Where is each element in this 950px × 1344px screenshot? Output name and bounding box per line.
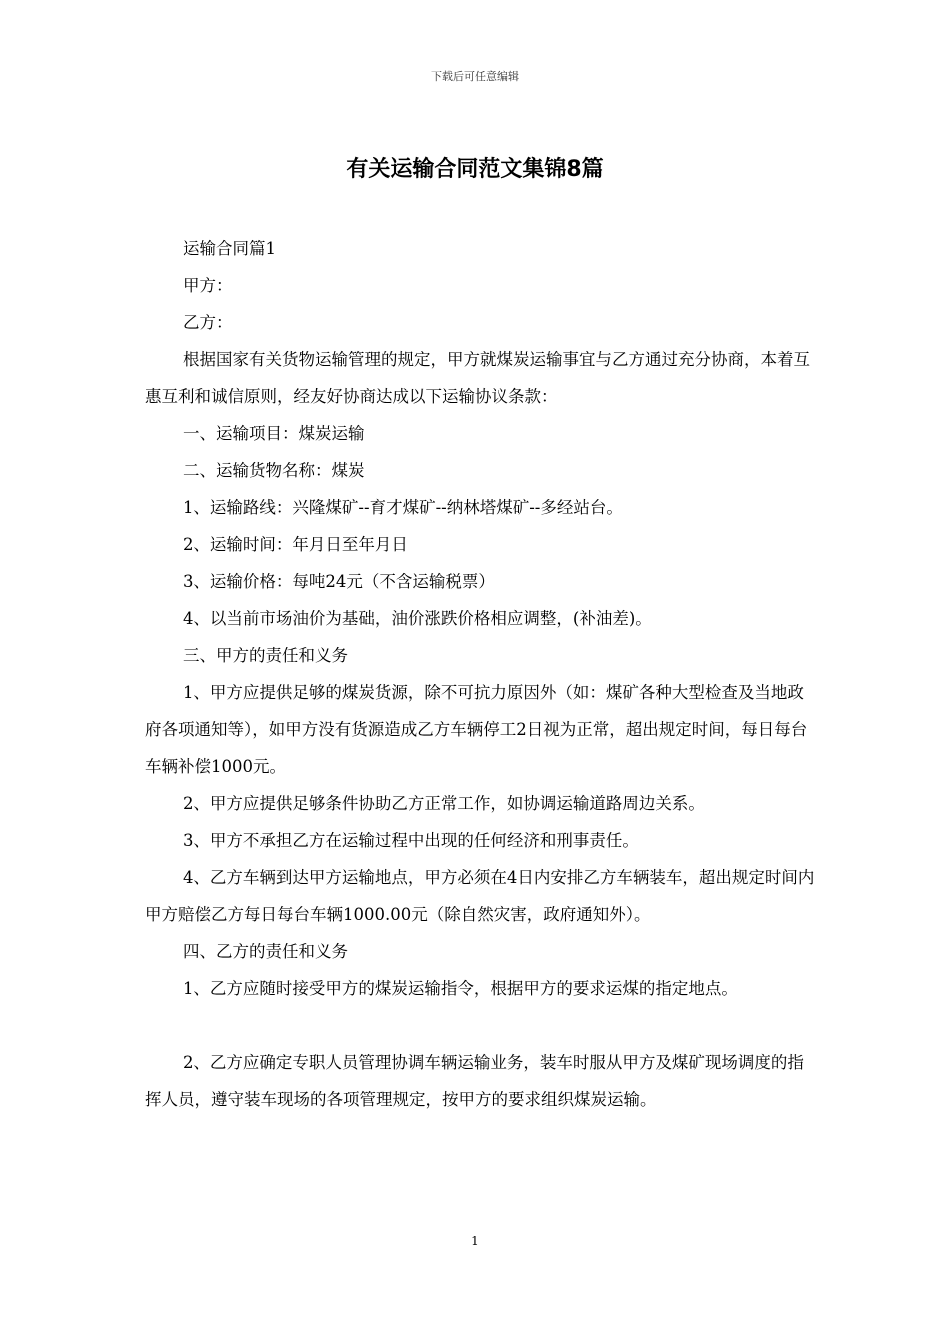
paragraph-party-b: 乙方： (182, 313, 233, 332)
paragraph-clause-1: 一、运输项目：煤炭运输 (182, 424, 365, 443)
paragraph-fuel-adjust: 4、以当前市场油价为基础，油价涨跌价格相应调整，(补油差)。 (182, 609, 652, 628)
paragraph-clause-4: 四、乙方的责任和义务 (182, 942, 348, 961)
paragraph-a-duty-1: 1、甲方应提供足够的煤炭货源，除不可抗力原因外（如：煤矿各种大型检查及当地政府各项通知等），如甲方没有货源造成乙方车辆停工2日视为正常，超出规定时间，每日每台车辆补偿1000元。 (145, 683, 808, 776)
paragraph-section-heading: 运输合同篇1 (182, 239, 276, 258)
header-note: 下载后可任意编辑 (431, 70, 519, 83)
document-body (145, 230, 817, 1118)
paragraph-party-a: 甲方： (182, 276, 233, 295)
paragraph-clause-3: 三、甲方的责任和义务 (182, 646, 348, 665)
paragraph-route: 1、运输路线：兴隆煤矿--育才煤矿--纳林塔煤矿--多经站台。 (182, 498, 623, 517)
paragraph-clause-2: 二、运输货物名称：煤炭 (182, 461, 365, 480)
paragraph-price: 3、运输价格：每吨24元（不含运输税票） (182, 572, 495, 591)
page-number: 1 (471, 1234, 479, 1248)
paragraph-time: 2、运输时间：年月日至年月日 (182, 535, 408, 554)
document-title: 有关运输合同范文集锦8篇 (346, 157, 604, 182)
paragraph-a-duty-3: 3、甲方不承担乙方在运输过程中出现的任何经济和刑事责任。 (182, 831, 639, 850)
paragraph-a-duty-2: 2、甲方应提供足够条件协助乙方正常工作，如协调运输道路周边关系。 (182, 794, 705, 813)
paragraph-preamble: 根据国家有关货物运输管理的规定，甲方就煤炭运输事宜与乙方通过充分协商，本着互惠互利和诚信原则，经友好协商达成以下运输协议条款： (145, 350, 810, 406)
paragraph-a-duty-4: 4、乙方车辆到达甲方运输地点，甲方必须在4日内安排乙方车辆装车，超出规定时间内甲方赔偿乙方每日每台车辆1000.00元（除自然灾害，政府通知外）。 (145, 868, 815, 924)
paragraph-b-duty-1: 1、乙方应随时接受甲方的煤炭运输指令，根据甲方的要求运煤的指定地点。 (182, 979, 738, 998)
paragraph-b-duty-2: 2、乙方应确定专职人员管理协调车辆运输业务，装车时服从甲方及煤矿现场调度的指挥人员，遵守装车现场的各项管理规定，按甲方的要求组织煤炭运输。 (145, 1053, 804, 1109)
